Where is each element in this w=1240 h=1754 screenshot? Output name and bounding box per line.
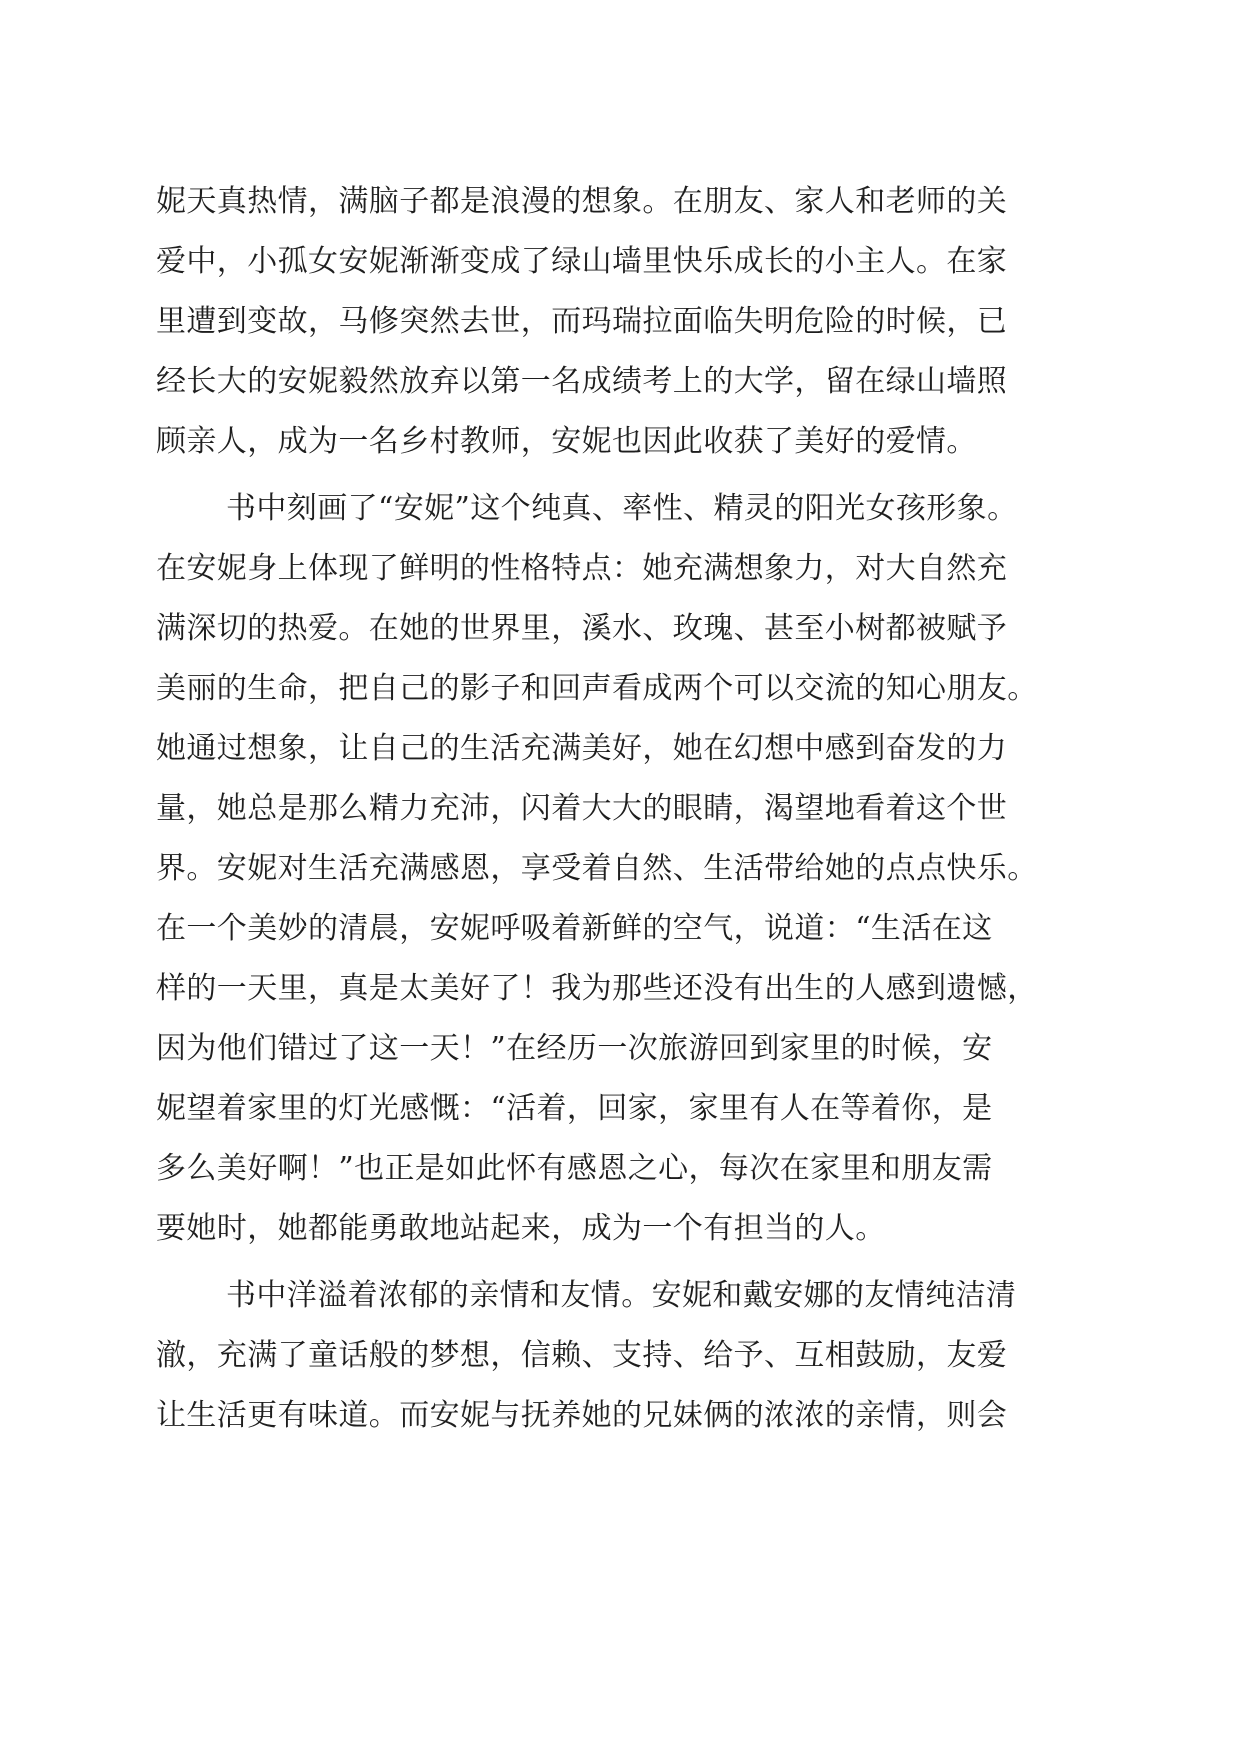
text-line: 要她时，她都能勇敢地站起来，成为一个有担当的人。 [156, 1211, 886, 1246]
text-line: 在安妮身上体现了鲜明的性格特点：她充满想象力，对大自然充 [156, 551, 1008, 586]
paragraph-gap [156, 472, 1056, 479]
text-line: 澈，充满了童话般的梦想，信赖、支持、给予、互相鼓励，友爱 [156, 1338, 1008, 1373]
paragraph-gap [156, 1259, 1056, 1266]
text-line: 样的一天里，真是太美好了！我为那些还没有出生的人感到遗憾， [156, 971, 1038, 1006]
text-line: 美丽的生命，把自己的影子和回声看成两个可以交流的知心朋友。 [156, 671, 1038, 706]
text-line: 因为他们错过了这一天！”在经历一次旅游回到家里的时候，安 [156, 1031, 993, 1066]
text-line: 量，她总是那么精力充沛，闪着大大的眼睛，渴望地看着这个世 [156, 791, 1008, 826]
text-line: 妮望着家里的灯光感慨：“活着，回家，家里有人在等着你，是 [156, 1091, 993, 1126]
text-line: 顾亲人，成为一名乡村教师，安妮也因此收获了美好的爱情。 [156, 424, 977, 459]
text-line: 她通过想象，让自己的生活充满美好，她在幻想中感到奋发的力 [156, 731, 1008, 766]
text-line: 经长大的安妮毅然放弃以第一名成绩考上的大学，留在绿山墙照 [156, 364, 1008, 399]
text-line: 满深切的热爱。在她的世界里，溪水、玫瑰、甚至小树都被赋予 [156, 611, 1008, 646]
text-line: 妮天真热情，满脑子都是浪漫的想象。在朋友、家人和老师的关 [156, 184, 1008, 219]
text-line: 爱中，小孤女安妮渐渐变成了绿山墙里快乐成长的小主人。在家 [156, 244, 1008, 279]
text-line: 在一个美妙的清晨，安妮呼吸着新鲜的空气，说道：“生活在这 [156, 911, 993, 946]
text-line: 多么美好啊！”也正是如此怀有感恩之心，每次在家里和朋友需 [156, 1151, 993, 1186]
document-body [156, 172, 1056, 1446]
text-line: 里遭到变故，马修突然去世，而玛瑞拉面临失明危险的时候，已 [156, 304, 1008, 339]
paragraph-first-line: 书中刻画了“安妮”这个纯真、率性、精灵的阳光女孩形象。 [226, 491, 1018, 526]
text-line: 界。安妮对生活充满感恩，享受着自然、生活带给她的点点快乐。 [156, 851, 1038, 886]
paragraph-first-line: 书中洋溢着浓郁的亲情和友情。安妮和戴安娜的友情纯洁清 [226, 1278, 1017, 1313]
text-line: 让生活更有味道。而安妮与抚养她的兄妹俩的浓浓的亲情，则会 [156, 1398, 1008, 1433]
